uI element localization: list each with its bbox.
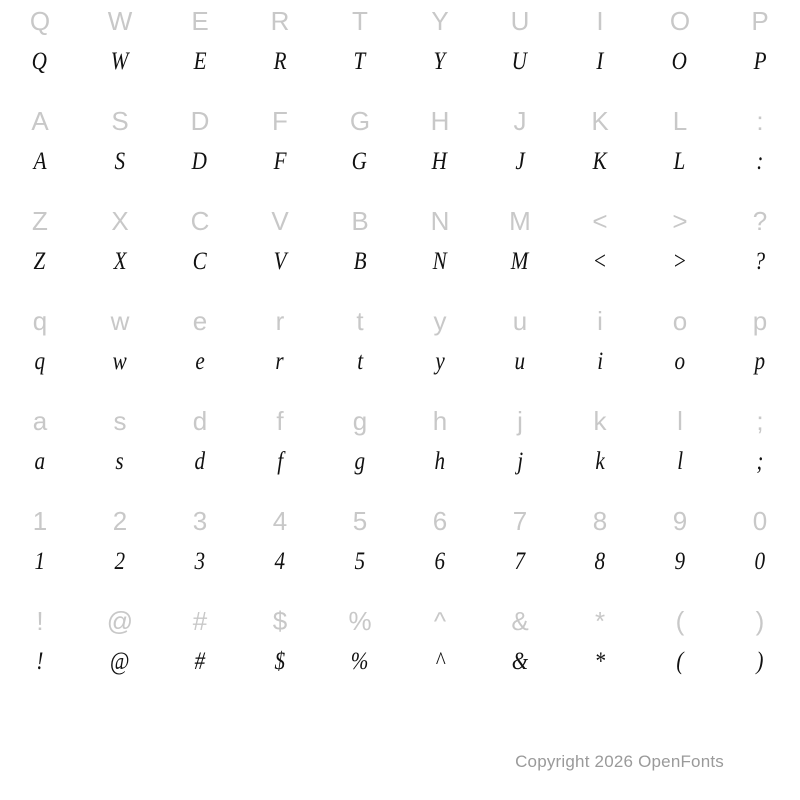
key-label: 6 bbox=[432, 506, 448, 536]
key-label: t bbox=[356, 306, 364, 336]
glyph-cell bbox=[0, 0, 80, 100]
glyph-cell bbox=[560, 500, 640, 600]
glyph-sample: > bbox=[672, 246, 688, 275]
glyph-cell bbox=[240, 400, 320, 500]
copyright-notice: Copyright 2026 OpenFonts bbox=[515, 752, 724, 771]
glyph-sample: d bbox=[194, 446, 206, 475]
key-label: M bbox=[509, 206, 531, 236]
glyph-sample: 9 bbox=[674, 546, 686, 575]
glyph-sample: w bbox=[112, 346, 128, 375]
key-label: & bbox=[511, 606, 529, 636]
glyph-cell bbox=[0, 100, 80, 200]
key-label: y bbox=[433, 306, 447, 336]
glyph-sample: ) bbox=[756, 646, 764, 675]
key-label: ; bbox=[756, 406, 764, 436]
key-label: 3 bbox=[192, 506, 208, 536]
key-label: u bbox=[512, 306, 528, 336]
glyph-sample: r bbox=[275, 346, 285, 375]
key-label: Z bbox=[32, 206, 48, 236]
glyph-sample: y bbox=[435, 346, 445, 375]
glyph-cell bbox=[400, 400, 480, 500]
glyph-cell bbox=[560, 300, 640, 400]
glyph-cell bbox=[640, 200, 720, 300]
glyph-sample: e bbox=[195, 346, 205, 375]
glyph-cell bbox=[320, 200, 400, 300]
glyph-cell bbox=[720, 0, 800, 100]
glyph-sample: I bbox=[596, 46, 604, 75]
glyph-sample: P bbox=[753, 46, 767, 75]
glyph-sample: S bbox=[114, 146, 126, 175]
glyph-cell bbox=[480, 200, 560, 300]
key-label: R bbox=[270, 6, 290, 36]
key-label: X bbox=[111, 206, 129, 236]
glyph-cell bbox=[80, 0, 160, 100]
glyph-cell bbox=[400, 300, 480, 400]
key-label: e bbox=[192, 306, 208, 336]
glyph-cell bbox=[240, 100, 320, 200]
glyph-cell bbox=[320, 0, 400, 100]
glyph-sample: M bbox=[510, 246, 530, 275]
glyph-sample: 3 bbox=[194, 546, 206, 575]
key-label: f bbox=[276, 406, 284, 436]
glyph-sample: X bbox=[113, 246, 127, 275]
glyph-cell bbox=[640, 400, 720, 500]
key-label: W bbox=[107, 6, 133, 36]
key-label: B bbox=[351, 206, 369, 236]
key-label: 0 bbox=[752, 506, 768, 536]
glyph-cell bbox=[720, 100, 800, 200]
glyph-sample: ? bbox=[754, 246, 766, 275]
glyph-cell bbox=[0, 500, 80, 600]
glyph-cell bbox=[560, 100, 640, 200]
glyph-sample: K bbox=[592, 146, 608, 175]
glyph-cell bbox=[0, 600, 80, 700]
glyph-sample: @ bbox=[110, 646, 130, 675]
key-label: S bbox=[111, 106, 129, 136]
key-label: 4 bbox=[272, 506, 288, 536]
glyph-cell bbox=[80, 500, 160, 600]
glyph-cell bbox=[560, 600, 640, 700]
key-label: H bbox=[430, 106, 450, 136]
key-label: V bbox=[271, 206, 289, 236]
key-label: Q bbox=[29, 6, 51, 36]
glyph-cell bbox=[640, 100, 720, 200]
glyph-sample: % bbox=[350, 646, 370, 675]
glyph-sample: F bbox=[273, 146, 287, 175]
key-label: G bbox=[349, 106, 371, 136]
key-label: > bbox=[672, 206, 688, 236]
glyph-cell bbox=[640, 0, 720, 100]
glyph-sample: h bbox=[434, 446, 446, 475]
glyph-cell bbox=[640, 300, 720, 400]
key-label: * bbox=[594, 606, 606, 636]
glyph-sample: : bbox=[756, 146, 764, 175]
glyph-cell bbox=[560, 400, 640, 500]
glyph-sample: G bbox=[352, 146, 368, 175]
glyph-cell bbox=[480, 600, 560, 700]
glyph-cell bbox=[720, 300, 800, 400]
key-label: s bbox=[113, 406, 127, 436]
glyph-sample: 2 bbox=[114, 546, 126, 575]
key-label: F bbox=[272, 106, 288, 136]
key-label: D bbox=[190, 106, 210, 136]
glyph-cell bbox=[640, 500, 720, 600]
glyph-sample: 6 bbox=[434, 546, 446, 575]
glyph-sample: Q bbox=[32, 46, 48, 75]
glyph-sample: R bbox=[273, 46, 287, 75]
glyph-cell bbox=[0, 400, 80, 500]
key-label: d bbox=[192, 406, 208, 436]
key-label: 9 bbox=[672, 506, 688, 536]
glyph-sample: N bbox=[432, 246, 448, 275]
glyph-cell bbox=[80, 400, 160, 500]
glyph-cell bbox=[160, 500, 240, 600]
glyph-sample: 7 bbox=[514, 546, 526, 575]
glyph-sample: o bbox=[674, 346, 686, 375]
glyph-cell bbox=[400, 500, 480, 600]
key-label: C bbox=[190, 206, 210, 236]
key-label: ( bbox=[675, 606, 685, 636]
glyph-cell bbox=[0, 300, 80, 400]
key-label: ) bbox=[755, 606, 765, 636]
key-label: E bbox=[191, 6, 209, 36]
glyph-sample: 8 bbox=[594, 546, 606, 575]
glyph-sample: ; bbox=[756, 446, 764, 475]
key-label: # bbox=[192, 606, 208, 636]
key-label: K bbox=[591, 106, 609, 136]
glyph-sample: D bbox=[192, 146, 208, 175]
glyph-sample: ! bbox=[36, 646, 44, 675]
key-label: k bbox=[593, 406, 607, 436]
glyph-cell bbox=[80, 200, 160, 300]
glyph-cell bbox=[480, 400, 560, 500]
glyph-cell bbox=[160, 300, 240, 400]
glyph-cell bbox=[480, 0, 560, 100]
key-label: L bbox=[672, 106, 688, 136]
glyph-sample: O bbox=[672, 46, 688, 75]
key-label: A bbox=[31, 106, 49, 136]
glyph-sample: $ bbox=[274, 646, 286, 675]
glyph-cell bbox=[160, 0, 240, 100]
glyph-cell bbox=[320, 100, 400, 200]
glyph-sample: Z bbox=[33, 246, 47, 275]
glyph-sample: U bbox=[512, 46, 528, 75]
glyph-sample: ^ bbox=[435, 646, 445, 675]
glyph-sample: q bbox=[34, 346, 46, 375]
glyph-cell bbox=[640, 600, 720, 700]
key-label: J bbox=[513, 106, 527, 136]
glyph-sample: t bbox=[356, 346, 364, 375]
glyph-sample: & bbox=[511, 646, 529, 675]
glyph-sample: l bbox=[676, 446, 684, 475]
glyph-sample: B bbox=[353, 246, 367, 275]
key-label: o bbox=[672, 306, 688, 336]
glyph-cell bbox=[480, 500, 560, 600]
key-label: U bbox=[510, 6, 530, 36]
key-label: a bbox=[32, 406, 48, 436]
key-label: i bbox=[597, 306, 603, 336]
key-label: ? bbox=[752, 206, 768, 236]
key-label: Y bbox=[431, 6, 449, 36]
key-label: 5 bbox=[352, 506, 368, 536]
glyph-cell bbox=[400, 100, 480, 200]
glyph-sample: T bbox=[353, 46, 367, 75]
glyph-sample: 0 bbox=[754, 546, 766, 575]
glyph-sample: # bbox=[194, 646, 206, 675]
glyph-cell bbox=[320, 300, 400, 400]
glyph-sample: i bbox=[596, 346, 604, 375]
key-label: N bbox=[430, 206, 450, 236]
glyph-sample: k bbox=[595, 446, 605, 475]
glyph-sample: 5 bbox=[354, 546, 366, 575]
glyph-cell bbox=[240, 500, 320, 600]
glyph-cell bbox=[480, 100, 560, 200]
glyph-cell bbox=[720, 400, 800, 500]
glyph-cell bbox=[160, 400, 240, 500]
glyph-sample: p bbox=[754, 346, 766, 375]
glyph-cell bbox=[720, 600, 800, 700]
glyph-sample: C bbox=[192, 246, 208, 275]
glyph-sample: L bbox=[673, 146, 687, 175]
glyph-cell bbox=[560, 200, 640, 300]
glyph-sample: s bbox=[115, 446, 125, 475]
glyph-cell bbox=[240, 600, 320, 700]
key-label: I bbox=[596, 6, 604, 36]
glyph-cell bbox=[160, 600, 240, 700]
glyph-sample: Y bbox=[433, 46, 447, 75]
key-label: T bbox=[352, 6, 368, 36]
key-label: < bbox=[592, 206, 608, 236]
glyph-sample: f bbox=[276, 446, 284, 475]
key-label: 8 bbox=[592, 506, 608, 536]
key-label: l bbox=[677, 406, 683, 436]
glyph-cell bbox=[400, 600, 480, 700]
glyph-cell bbox=[240, 300, 320, 400]
glyph-cell bbox=[160, 100, 240, 200]
glyph-sample: W bbox=[110, 46, 130, 75]
key-label: j bbox=[517, 406, 523, 436]
key-label: p bbox=[752, 306, 768, 336]
glyph-cell bbox=[320, 500, 400, 600]
glyph-sample: * bbox=[594, 646, 606, 675]
key-label: % bbox=[348, 606, 372, 636]
key-label: q bbox=[32, 306, 48, 336]
glyph-sample: 1 bbox=[34, 546, 46, 575]
key-label: : bbox=[756, 106, 764, 136]
key-label: O bbox=[669, 6, 691, 36]
glyph-sample: j bbox=[516, 446, 524, 475]
key-label: w bbox=[110, 306, 130, 336]
glyph-cell bbox=[720, 500, 800, 600]
glyph-cell bbox=[80, 100, 160, 200]
key-label: ! bbox=[36, 606, 44, 636]
glyph-cell bbox=[400, 0, 480, 100]
glyph-cell bbox=[0, 200, 80, 300]
glyph-sample: < bbox=[592, 246, 608, 275]
glyph-sample: H bbox=[432, 146, 448, 175]
key-label: 7 bbox=[512, 506, 528, 536]
glyph-cell bbox=[80, 300, 160, 400]
key-label: $ bbox=[272, 606, 288, 636]
key-label: 2 bbox=[112, 506, 128, 536]
key-label: P bbox=[751, 6, 769, 36]
key-label: @ bbox=[106, 606, 134, 636]
glyph-cell bbox=[240, 200, 320, 300]
key-label: 1 bbox=[32, 506, 48, 536]
glyph-sample: ( bbox=[676, 646, 684, 675]
glyph-sample: A bbox=[33, 146, 47, 175]
key-label: r bbox=[275, 306, 285, 336]
key-label: g bbox=[352, 406, 368, 436]
glyph-cell bbox=[320, 600, 400, 700]
key-label: h bbox=[432, 406, 448, 436]
glyph-cell bbox=[560, 0, 640, 100]
glyph-cell bbox=[720, 200, 800, 300]
glyph-sample: g bbox=[354, 446, 366, 475]
glyph-cell bbox=[480, 300, 560, 400]
key-label: ^ bbox=[433, 606, 447, 636]
glyph-sample: a bbox=[34, 446, 46, 475]
glyph-cell bbox=[80, 600, 160, 700]
glyph-sample: 4 bbox=[274, 546, 286, 575]
glyph-cell bbox=[240, 0, 320, 100]
glyph-sample: J bbox=[515, 146, 525, 175]
glyph-sample: E bbox=[193, 46, 207, 75]
glyph-sample: u bbox=[514, 346, 526, 375]
glyph-cell bbox=[160, 200, 240, 300]
glyph-cell bbox=[400, 200, 480, 300]
glyph-cell bbox=[320, 400, 400, 500]
glyph-sample: V bbox=[273, 246, 287, 275]
